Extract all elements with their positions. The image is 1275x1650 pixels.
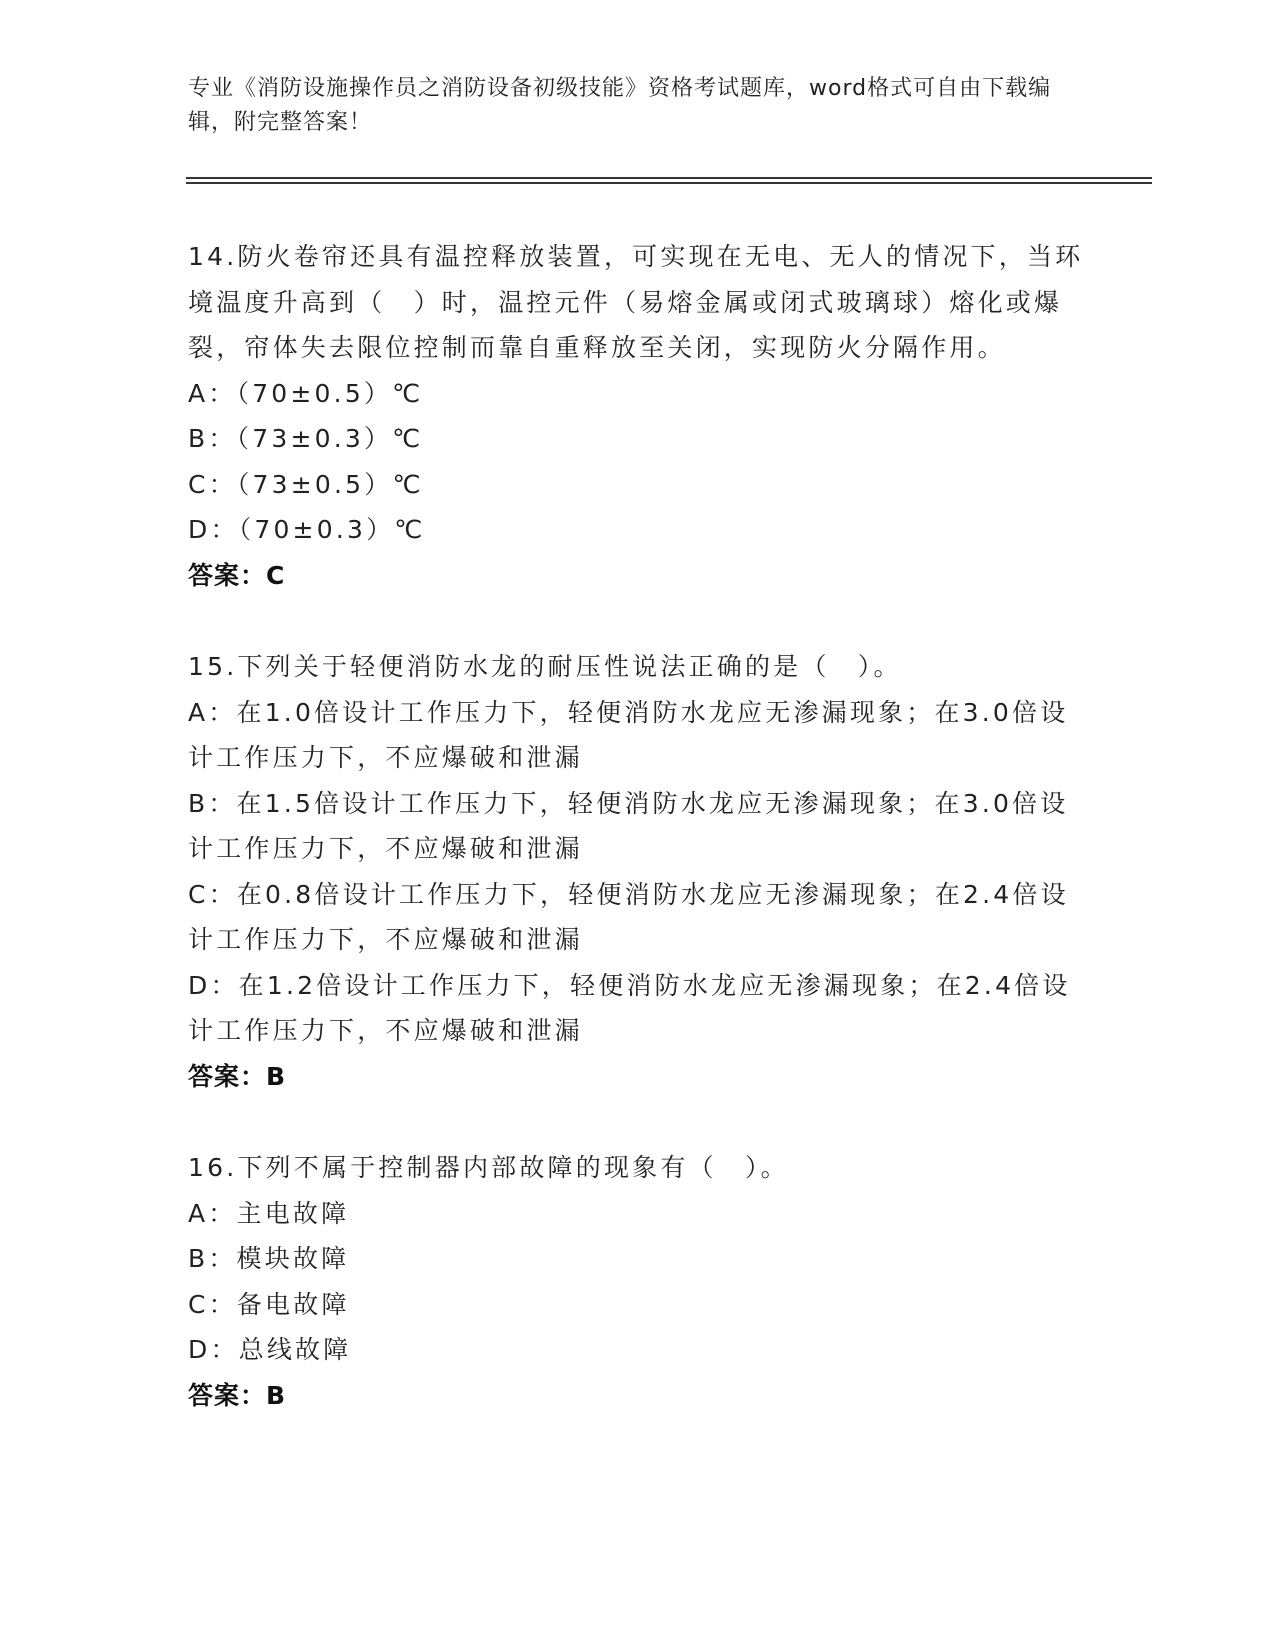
question-15 [188, 644, 1088, 1099]
header-rule-top [186, 177, 1152, 179]
option-c: C：备电故障 [188, 1289, 350, 1319]
answer: 答案：C [188, 560, 286, 590]
option-a: A：主电故障 [188, 1198, 350, 1228]
option-a: A：（70±0.5）℃ [188, 378, 424, 408]
option-b: B：模块故障 [188, 1244, 350, 1273]
question-spacer [188, 1099, 1088, 1145]
option-b: B：在1.5倍设计工作压力下，轻便消防水龙应无渗漏现象；在3.0倍设计工作压力下，不应爆破和泄漏 [188, 788, 1069, 863]
question-stem: 14.防火卷帘还具有温控释放装置，可实现在无电、无人的情况下，当环境温度升高到（ ）时，温控元件（易熔金属或闭式玻璃球）熔化或爆裂，帘体失去限位控制而靠自重释放至关闭，实现防火分隔作用。 [188, 242, 1084, 362]
document-header: 专业《消防设施操作员之消防设备初级技能》资格考试题库，word格式可自由下载编辑，附完整答案！ [188, 76, 1052, 135]
question-16 [188, 1145, 1088, 1418]
answer: 答案：B [188, 1061, 287, 1091]
question-stem: 16.下列不属于控制器内部故障的现象有（ ）。 [188, 1153, 789, 1182]
question-14 [188, 234, 1088, 598]
option-d: D：总线故障 [188, 1335, 352, 1364]
question-spacer [188, 598, 1088, 644]
question-stem: 15.下列关于轻便消防水龙的耐压性说法正确的是（ ）。 [188, 652, 902, 681]
answer: 答案：B [188, 1380, 287, 1410]
option-d: D：在1.2倍设计工作压力下，轻便消防水龙应无渗漏现象；在2.4倍设计工作压力下，不应爆破和泄漏 [188, 970, 1071, 1045]
option-d: D：（70±0.3）℃ [188, 515, 426, 544]
question-list [188, 234, 1088, 1418]
option-b: B：（73±0.3）℃ [188, 424, 424, 453]
option-a: A：在1.0倍设计工作压力下，轻便消防水龙应无渗漏现象；在3.0倍设计工作压力下，不应爆破和泄漏 [188, 697, 1069, 772]
header-rule-bottom [186, 182, 1152, 184]
option-c: C：（73±0.5）℃ [188, 469, 424, 499]
option-c: C：在0.8倍设计工作压力下，轻便消防水龙应无渗漏现象；在2.4倍设计工作压力下，不应爆破和泄漏 [188, 879, 1069, 954]
